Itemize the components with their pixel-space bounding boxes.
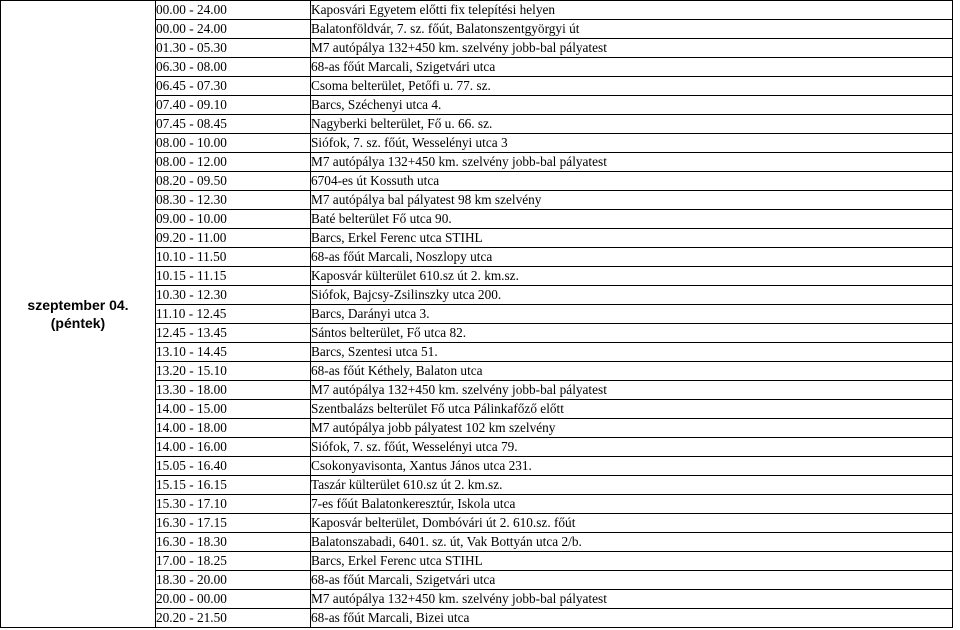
day-weekday: (péntek) (50, 315, 106, 331)
location-cell: Kaposvár belterület, Dombóvári út 2. 610.sz. főút (311, 514, 953, 533)
time-range-cell: 16.30 - 17.15 (156, 514, 311, 533)
time-range-cell: 08.00 - 12.00 (156, 153, 311, 172)
time-range-cell: 10.30 - 12.30 (156, 286, 311, 305)
location-cell: 6704-es út Kossuth utca (311, 172, 953, 191)
time-range-cell: 20.00 - 00.00 (156, 590, 311, 609)
time-range-cell: 08.00 - 10.00 (156, 134, 311, 153)
location-cell: Kaposvár külterület 610.sz út 2. km.sz. (311, 267, 953, 286)
location-cell: Csokonyavisonta, Xantus János utca 231. (311, 457, 953, 476)
location-cell: 68-as főút Marcali, Szigetvári utca (311, 571, 953, 590)
location-cell: Siófok, 7. sz. főút, Wesselényi utca 79. (311, 438, 953, 457)
location-cell: Balatonföldvár, 7. sz. főút, Balatonszentgyörgyi út (311, 20, 953, 39)
location-cell: Sántos belterület, Fő utca 82. (311, 324, 953, 343)
location-cell: Nagyberki belterület, Fő u. 66. sz. (311, 115, 953, 134)
location-cell: 7-es főút Balatonkeresztúr, Iskola utca (311, 495, 953, 514)
location-cell: M7 autópálya 132+450 km. szelvény jobb-bal pályatest (311, 39, 953, 58)
time-range-cell: 16.30 - 18.30 (156, 533, 311, 552)
location-cell: M7 autópálya jobb pályatest 102 km szelvény (311, 419, 953, 438)
time-range-cell: 09.00 - 10.00 (156, 210, 311, 229)
location-cell: M7 autópálya 132+450 km. szelvény jobb-bal pályatest (311, 153, 953, 172)
time-range-cell: 18.30 - 20.00 (156, 571, 311, 590)
day-date: szeptember 04. (27, 297, 129, 313)
time-range-cell: 14.00 - 16.00 (156, 438, 311, 457)
schedule-table-body (1, 1, 953, 628)
time-range-cell: 00.00 - 24.00 (156, 20, 311, 39)
time-range-cell: 13.20 - 15.10 (156, 362, 311, 381)
time-range-cell: 15.15 - 16.15 (156, 476, 311, 495)
location-cell: Siófok, 7. sz. főút, Wesselényi utca 3 (311, 134, 953, 153)
location-cell: Barcs, Széchenyi utca 4. (311, 96, 953, 115)
location-cell: Szentbalázs belterület Fő utca Pálinkafőző előtt (311, 400, 953, 419)
time-range-cell: 08.30 - 12.30 (156, 191, 311, 210)
time-range-cell: 12.45 - 13.45 (156, 324, 311, 343)
time-range-cell: 20.20 - 21.50 (156, 609, 311, 628)
time-range-cell: 10.10 - 11.50 (156, 248, 311, 267)
time-range-cell: 06.30 - 08.00 (156, 58, 311, 77)
location-cell: 68-as főút Kéthely, Balaton utca (311, 362, 953, 381)
time-range-cell: 14.00 - 15.00 (156, 400, 311, 419)
location-cell: M7 autópálya 132+450 km. szelvény jobb-bal pályatest (311, 381, 953, 400)
location-cell: Kaposvári Egyetem előtti fix telepítési helyen (311, 1, 953, 20)
location-cell: Balatonszabadi, 6401. sz. út, Vak Bottyán utca 2/b. (311, 533, 953, 552)
location-cell: Barcs, Erkel Ferenc utca STIHL (311, 229, 953, 248)
time-range-cell: 13.10 - 14.45 (156, 343, 311, 362)
time-range-cell: 13.30 - 18.00 (156, 381, 311, 400)
location-cell: 68-as főút Marcali, Noszlopy utca (311, 248, 953, 267)
location-cell: M7 autópálya bal pályatest 98 km szelvény (311, 191, 953, 210)
time-range-cell: 11.10 - 12.45 (156, 305, 311, 324)
time-range-cell: 10.15 - 11.15 (156, 267, 311, 286)
time-range-cell: 14.00 - 18.00 (156, 419, 311, 438)
location-cell: Baté belterület Fő utca 90. (311, 210, 953, 229)
time-range-cell: 07.45 - 08.45 (156, 115, 311, 134)
day-label (1, 1, 156, 628)
time-range-cell: 01.30 - 05.30 (156, 39, 311, 58)
location-cell: 68-as főút Marcali, Szigetvári utca (311, 58, 953, 77)
time-range-cell: 07.40 - 09.10 (156, 96, 311, 115)
table-row (1, 1, 953, 20)
time-range-cell: 06.45 - 07.30 (156, 77, 311, 96)
location-cell: Barcs, Darányi utca 3. (311, 305, 953, 324)
location-cell: Barcs, Szentesi utca 51. (311, 343, 953, 362)
time-range-cell: 00.00 - 24.00 (156, 1, 311, 20)
location-cell: Siófok, Bajcsy-Zsilinszky utca 200. (311, 286, 953, 305)
location-cell: Barcs, Erkel Ferenc utca STIHL (311, 552, 953, 571)
location-cell: M7 autópálya 132+450 km. szelvény jobb-bal pályatest (311, 590, 953, 609)
time-range-cell: 09.20 - 11.00 (156, 229, 311, 248)
time-range-cell: 15.05 - 16.40 (156, 457, 311, 476)
time-range-cell: 15.30 - 17.10 (156, 495, 311, 514)
location-cell: 68-as főút Marcali, Bizei utca (311, 609, 953, 628)
time-range-cell: 17.00 - 18.25 (156, 552, 311, 571)
time-range-cell: 08.20 - 09.50 (156, 172, 311, 191)
location-cell: Taszár külterület 610.sz út 2. km.sz. (311, 476, 953, 495)
location-cell: Csoma belterület, Petőfi u. 77. sz. (311, 77, 953, 96)
